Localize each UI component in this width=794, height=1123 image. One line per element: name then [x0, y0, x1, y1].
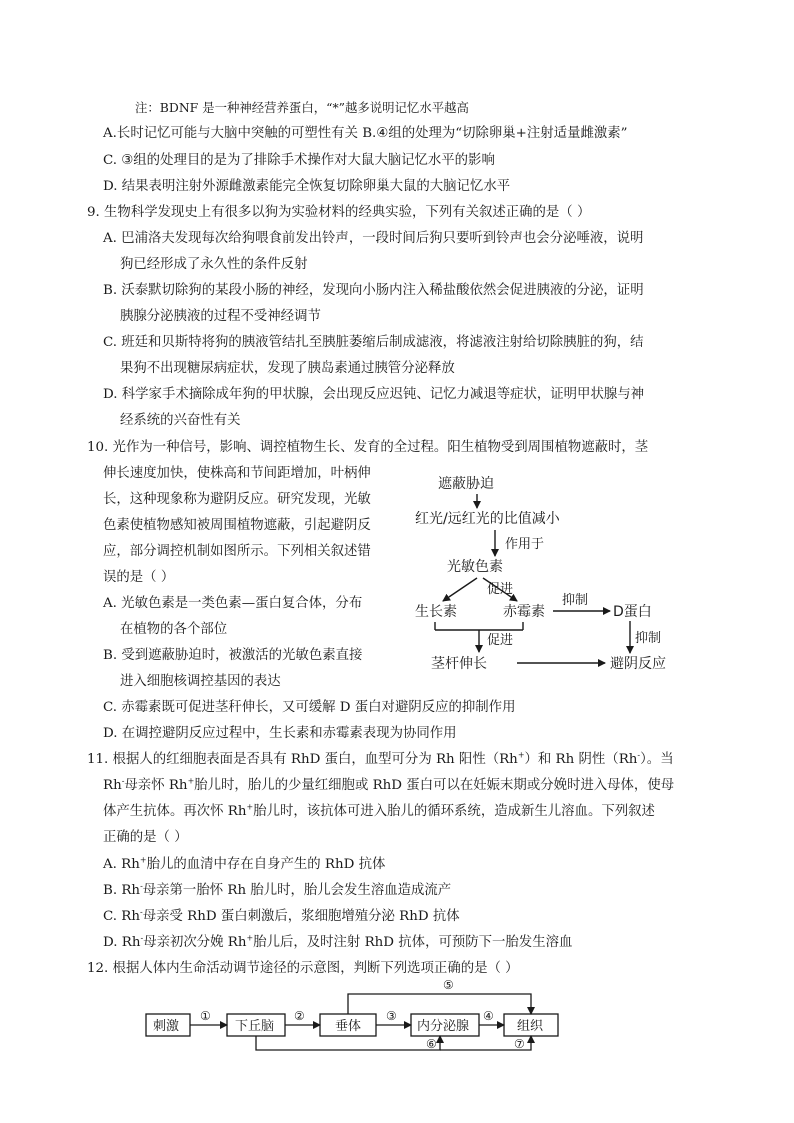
q11-option-b: B. Rh-母亲第一胎怀 Rh 胎儿时，胎儿会发生溶血造成流产 [103, 881, 452, 898]
diagram-inhibit-label-2: 抑制 [635, 631, 662, 646]
q11-stem: 11. 根据人的红细胞表面是否具有 RhD 蛋白，血型可分为 Rh 阳性（Rh+）和 Rh 阴性（Rh-）。当 [87, 750, 674, 767]
q10-stem-line2: 伸长速度加快，使株高和节间距增加，叶柄伸 [103, 466, 371, 481]
q11-stem-line3: 体产生抗体。再次怀 Rh+胎儿时，该抗体可进入胎儿的循环系统，造成新生儿溶血。下列叙述 [103, 802, 655, 819]
diagram-auxin: 生长素 [415, 604, 457, 620]
q10-stem-line5: 应，部分调控机制如图所示。下列相关叙述错 [103, 544, 371, 559]
q9-option-a-cont: 狗已经形成了永久性的条件反射 [120, 257, 308, 272]
diagram-promote-label-1: 促进 [487, 582, 514, 597]
diagram-acts-on-label: 作用于 [505, 537, 545, 552]
label-hypothalamus: 下丘脑 [235, 1019, 275, 1034]
q10-option-b: B. 受到遮蔽胁迫时，被激活的光敏色素直接 [103, 648, 363, 663]
label-n7: ⑦ [514, 1037, 525, 1051]
diagram-shade-stress: 遮蔽胁迫 [438, 476, 494, 492]
q11-stem-line4: 正确的是（ ） [103, 830, 188, 845]
q10-option-a-cont: 在植物的各个部位 [120, 622, 228, 637]
q8-option-a-b: A.长时记忆可能与大脑中突触的可塑性有关 B.④组的处理为“切除卵巢+注射适量雌激素” [103, 126, 628, 141]
q10-stem-line4: 色素使植物感知被周围植物遮蔽，引起避阴反 [103, 518, 371, 533]
label-n4: ④ [483, 1009, 494, 1023]
diagram-light-ratio: 红光/远红光的比值减小 [415, 511, 560, 527]
diagram-shade-response: 避阴反应 [610, 656, 666, 672]
q10-stem-line6: 误的是（ ） [103, 570, 175, 585]
q9-option-d: D. 科学家手术摘除成年狗的甲状腺，会出现反应迟钝、记忆力减退等症状，证明甲状腺与神 [103, 387, 645, 402]
label-tissue: 组织 [517, 1019, 544, 1034]
label-n2: ② [294, 1009, 305, 1023]
diagram-gibberellin: 赤霉素 [503, 604, 545, 620]
label-n6: ⑥ [426, 1037, 437, 1051]
q9-stem: 9. 生物科学发现史上有很多以狗为实验材料的经典实验，下列有关叙述正确的是（ ） [87, 205, 591, 220]
arrow-5 [348, 994, 531, 1014]
q10-option-a: A. 光敏色素是一类色素—蛋白复合体，分布 [103, 596, 363, 611]
shade-avoidance-diagram [405, 468, 705, 683]
diagram-inhibit-label-1: 抑制 [562, 593, 589, 608]
q11-option-a: A. Rh+胎儿的血清中存在自身产生的 RhD 抗体 [103, 855, 386, 872]
arrow-phytochrome-to-auxin [443, 578, 477, 601]
q11-stem-line2: Rh-母亲怀 Rh+胎儿时，胎儿的少量红细胞或 RhD 蛋白可以在妊娠末期或分娩时进入母体，使母 [103, 776, 675, 793]
label-n1: ① [200, 1009, 211, 1023]
q8-note: 注：BDNF 是一种神经营养蛋白，“*”越多说明记忆水平越高 [135, 100, 469, 115]
q10-stem-line3: 长，这种现象称为避阴反应。研究发现，光敏 [103, 492, 371, 507]
label-endocrine: 内分泌腺 [417, 1019, 470, 1034]
label-pituitary: 垂体 [335, 1019, 362, 1034]
q11-option-c: C. Rh-母亲受 RhD 蛋白刺激后，浆细胞增殖分泌 RhD 抗体 [103, 907, 460, 924]
q10-option-b-cont: 进入细胞核调控基因的表达 [120, 674, 281, 689]
q9-option-c: C. 班廷和贝斯特将狗的胰液管结扎至胰脏萎缩后制成滤液，将滤液注射给切除胰脏的狗，结 [103, 335, 644, 350]
label-n5: ⑤ [443, 978, 454, 992]
diagram-stem-elongation: 茎杆伸长 [431, 656, 487, 672]
q9-option-d-cont: 经系统的兴奋性有关 [120, 413, 241, 428]
regulation-pathway-diagram [140, 978, 580, 1058]
q11-option-d: D. Rh-母亲初次分娩 Rh+胎儿后，及时注射 RhD 抗体，可预防下一胎发生溶血 [103, 933, 573, 950]
q9-option-c-cont: 果狗不出现糖尿病症状，发现了胰岛素通过胰管分泌释放 [120, 361, 455, 376]
label-n3: ③ [386, 1009, 397, 1023]
diagram-d-protein: D蛋白 [613, 604, 652, 620]
diagram-promote-label-2: 促进 [487, 633, 514, 648]
q10-stem: 10. 光作为一种信号，影响、调控植物生长、发育的全过程。阳生植物受到周围植物遮蔽时，茎 [87, 440, 649, 455]
q9-option-a: A. 巴浦洛夫发现每次给狗喂食前发出铃声，一段时间后狗只要听到铃声也会分泌唾液，说明 [103, 231, 644, 246]
arrow-6 [256, 1036, 440, 1050]
q10-option-c: C. 赤霉素既可促进茎秆伸长，又可缓解 D 蛋白对避阴反应的抑制作用 [103, 700, 516, 715]
q12-stem: 12. 根据人体内生命活动调节途径的示意图，判断下列选项正确的是（ ） [87, 961, 519, 976]
q10-option-d: D. 在调控避阴反应过程中，生长素和赤霉素表现为协同作用 [103, 726, 457, 741]
q9-option-b-cont: 胰腺分泌胰液的过程不受神经调节 [120, 309, 321, 324]
q8-option-d: D. 结果表明注射外源雌激素能完全恢复切除卵巢大鼠的大脑记忆水平 [103, 179, 511, 194]
q9-option-b: B. 沃泰默切除狗的某段小肠的神经，发现向小肠内注入稀盐酸依然会促进胰液的分泌，证明 [103, 283, 644, 298]
q8-option-c: C. ③组的处理目的是为了排除手术操作对大鼠大脑记忆水平的影响 [103, 153, 495, 168]
diagram-phytochrome: 光敏色素 [447, 559, 503, 575]
label-stimulus: 刺激 [153, 1019, 180, 1034]
